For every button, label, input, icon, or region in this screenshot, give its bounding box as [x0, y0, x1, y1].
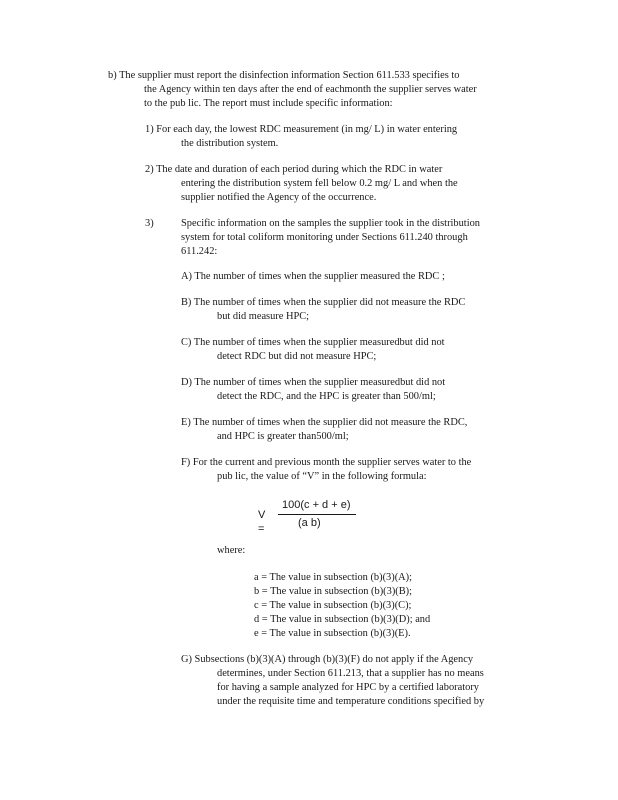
subitem-c [181, 336, 445, 364]
fraction-bar [278, 514, 356, 515]
subitem-c-line: C) The number of times when the supplier measuredbut did not [181, 337, 445, 348]
subitem-f-line: F) For the current and previous month the supplier serves water to the [181, 457, 472, 468]
item-2 [145, 163, 458, 205]
subitem-c-line: detect RDC but did not measure HPC; [217, 351, 377, 362]
subitem-f [181, 456, 471, 484]
definitions-list [254, 571, 430, 641]
subitem-b [181, 296, 465, 324]
paragraph-b-line: b) The supplier must report the disinfection information Section 611.533 specifies to [108, 70, 460, 81]
definition-item: a = The value in subsection (b)(3)(A); [254, 572, 413, 583]
definition-item: c = The value in subsection (b)(3)(C); [254, 600, 412, 611]
subitem-e-line: and HPC is greater than500/ml; [217, 431, 349, 442]
item-1-line: 1) For each day, the lowest RDC measurement (in mg/ L) in water entering [145, 124, 458, 135]
item-3-line: system for total coliform monitoring under Sections 611.240 through [181, 232, 468, 243]
subitem-g-line: determines, under Section 611.213, that a supplier has no means [217, 668, 484, 679]
item-1 [145, 123, 457, 151]
item-3-line: 611.242: [181, 246, 218, 257]
subitem-d-line: D) The number of times when the supplier measuredbut did not [181, 377, 446, 388]
item-1-line: the distribution system. [181, 138, 279, 149]
subitem-d [181, 376, 445, 404]
subitem-e-line: E) The number of times when the supplier did not measure the RDC, [181, 417, 468, 428]
definition-item: e = The value in subsection (b)(3)(E). [254, 628, 411, 639]
subitem-g-line: under the requisite time and temperature conditions specified by [217, 696, 485, 707]
subitem-g-line: for having a sample analyzed for HPC by a certified laboratory [217, 682, 479, 693]
subitem-f-line: pub lic, the value of “V” in the following formula: [217, 471, 427, 482]
item-3-number: 3) [145, 218, 154, 229]
definition-item: b = The value in subsection (b)(3)(B); [254, 586, 413, 597]
subitem-b-line: but did measure HPC; [217, 311, 310, 322]
formula-lhs: V = [258, 509, 266, 535]
subitem-a-line: A) The number of times when the supplier measured the RDC ; [181, 271, 445, 282]
subitem-g [181, 653, 484, 709]
definition-item: d = The value in subsection (b)(3)(D); and [254, 614, 431, 625]
subitem-g-line: G) Subsections (b)(3)(A) through (b)(3)(F) do not apply if the Agency [181, 654, 474, 665]
formula-numerator: 100(c + d + e) [282, 499, 351, 511]
subitem-e [181, 416, 467, 444]
paragraph-b-line: the Agency within ten days after the end of eachmonth the supplier serves water [144, 84, 477, 95]
item-2-line: supplier notified the Agency of the occurrence. [181, 192, 377, 203]
formula-denominator: (a b) [298, 517, 321, 529]
subitem-b-line: B) The number of times when the supplier did not measure the RDC [181, 297, 466, 308]
subitem-a [181, 270, 445, 284]
paragraph-b [108, 69, 477, 111]
item-3-line: Specific information on the samples the supplier took in the distribution [181, 218, 480, 229]
item-2-line: 2) The date and duration of each period during which the RDC in water [145, 164, 443, 175]
paragraph-b-line: to the pub lic. The report must include specific information: [144, 98, 393, 109]
subitem-d-line: detect the RDC, and the HPC is greater than 500/ml; [217, 391, 436, 402]
item-2-line: entering the distribution system fell below 0.2 mg/ L and when the [181, 178, 458, 189]
item-3 [181, 217, 480, 259]
where-label: where: [217, 545, 246, 556]
